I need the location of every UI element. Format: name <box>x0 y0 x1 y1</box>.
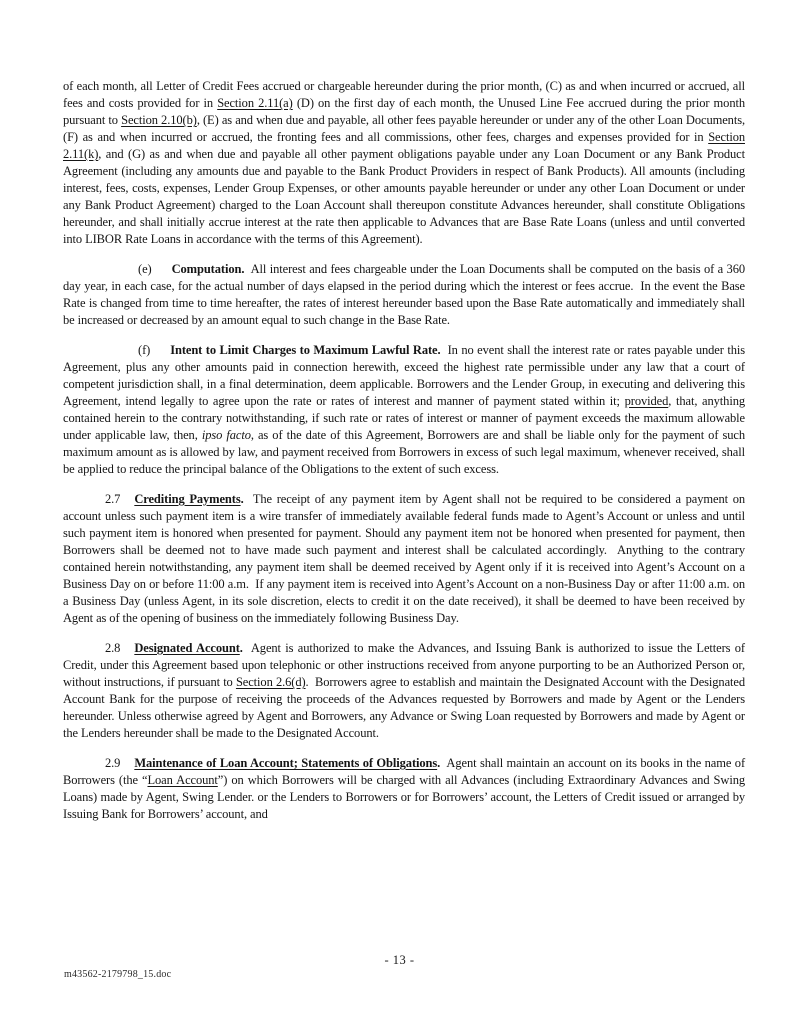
text-run: , (E) as and when due and payable, all other fees payable hereunder or under any of the other Loan Documents, (F) as and when incurred or accrued, the fronting fees and all commissions, other fees, charges and expenses provided for in <box>63 113 745 144</box>
section-2-8-designated-account <box>63 640 745 742</box>
text-run: Loan Account <box>147 773 218 787</box>
paragraph-e-computation <box>63 261 745 329</box>
document-filename: m43562-2179798_15.doc <box>64 969 172 980</box>
text-run: of each month, all Letter of Credit Fees accrued or chargeable hereunder during the prior month, (C) as and when incurred or accrued, all fees and costs provided for in <box>63 79 745 110</box>
text-run: The receipt of any payment item by Agent shall not be required to be considered a payment on account unless such payment item is a wire transfer of immediately available federal funds made to Agent’s Account or unless and until such payment item is honored when presented for payment. Should any payment item not be honored when presented for payment, then Borrowers shall be deemed not to have made such payment and interest shall be calculated accordingly. Anything to the contrary contained herein notwithstanding, any payment item shall be deemed received by Agent only if it is received into Agent’s Account on a Business Day on or before 11:00 a.m. If any payment item is received into Agent’s Account on a non-Business Day or after 11:00 a.m. on a Business Day (unless Agent, in its sole discretion, elects to credit it on the date received), it shall be deemed to have been received by Agent as of the opening of business on the immediately following Business Day. <box>63 492 745 625</box>
page-number: - 13 - <box>384 953 415 967</box>
text-run: 2.7 <box>105 492 121 506</box>
text-run: , that, anything contained herein to the contrary notwithstanding, if such rate or rates of interest or manner of payment exceeds the maximum allowable under applicable law, then, <box>63 394 746 442</box>
text-run: ipso facto <box>201 428 251 442</box>
paragraph-f-intent-to-limit <box>63 342 745 478</box>
text-run: In no event shall the interest rate or rates payable under this Agreement, plus any other amounts paid in connection herewith, exceed the highest rate permissible under any law that a court of competent jurisdiction shall, in a final determination, deem applicable. Borrowers and the Lender Group, in executing and delivering this Agreement, intend legally to agree upon the rate or rates of interest and manner of payment stated within it; <box>63 343 745 408</box>
paragraph-continuation <box>63 78 745 248</box>
text-run: Designated Account <box>134 641 240 655</box>
text-run: 2.8 <box>105 641 121 655</box>
text-run: Maintenance of Loan Account; Statements of Obligations <box>134 756 438 770</box>
section-2-7-crediting-payments <box>63 491 745 627</box>
text-run: Computation. <box>171 262 245 276</box>
text-run: Section 2.11(k) <box>63 130 745 161</box>
text-run: provided <box>624 394 669 408</box>
text-run: , as of the date of this Agreement, Borrowers are and shall be liable only for the payment of such maximum amount as is allowed by law, and payment received from Borrowers in excess of such legal maximum, whenever received, shall be applied to reduce the principal balance of the Obligations to the extent of such excess. <box>63 428 745 476</box>
text-run: 2.9 <box>105 756 121 770</box>
text-run: ”) on which Borrowers will be charged with all Advances (including Extraordinary Advances and Swing Loans) made by Agent, Swing Lender. or the Lenders to Borrowers or for Borrowers’ account, the Letters of Credit issued or arranged by Issuing Bank for Borrowers’ account, and <box>63 773 746 821</box>
text-run: Section 2.10(b) <box>121 113 197 127</box>
text-run: . <box>239 641 243 655</box>
text-run: Intent to Limit Charges to Maximum Lawful Rate. <box>170 343 441 357</box>
text-run: , and (G) as and when due and payable all other payment obligations payable under any Loan Document or any Bank Product Agreement (including any amounts due and payable to the Bank Product Providers in respect of Bank Products). All amounts (including interest, fees, costs, expenses, Lender Group Expenses, or other amounts payable hereunder or under any other Loan Document or under any Bank Product Agreement) charged to the Loan Account shall thereupon constitute Advances hereunder, shall constitute Obligations hereunder, and shall initially accrue interest at the rate then applicable to Advances that are Base Rate Loans (unless and until converted into LIBOR Rate Loans in accordance with the terms of this Agreement). <box>63 147 745 246</box>
text-run: (D) on the first day of each month, the Unused Line Fee accrued during the prior month pursuant to <box>63 96 746 127</box>
text-run: (f) <box>138 343 151 357</box>
text-run: . <box>240 492 244 506</box>
text-run: (e) <box>138 262 152 276</box>
text-run: All interest and fees chargeable under the Loan Documents shall be computed on the basis of a 360 day year, in each case, for the actual number of days elapsed in the period during which the interest or fees accrue. In the event the Base Rate is changed from time to time hereafter, the rates of interest hereunder based upon the Base Rate automatically and immediately shall be increased or decreased by an amount equal to such change in the Base Rate. <box>63 262 745 327</box>
text-run: Agent is authorized to make the Advances, and Issuing Bank is authorized to issue the Letters of Credit, under this Agreement based upon telephonic or other instructions received from anyone purporting to be an Authorized Person or, without instructions, if pursuant to <box>63 641 745 689</box>
document-body <box>63 78 745 823</box>
text-run: Crediting Payments <box>134 492 241 506</box>
text-run: . <box>437 756 441 770</box>
section-2-9-maintenance-loan-acct <box>63 755 745 823</box>
text-run: Section 2.11(a) <box>217 96 293 110</box>
text-run: Agent shall maintain an account on its books in the name of Borrowers (the “ <box>63 756 746 787</box>
text-run: . Borrowers agree to establish and maintain the Designated Account with the Designated Account Bank for the purpose of receiving the proceeds of the Advances requested by Borrowers and made by Agent or the Lenders hereunder. Unless otherwise agreed by Agent and Borrowers, any Advance or Swing Loan requested by Borrowers and made by Agent or the Lenders hereunder shall be made to the Designated Account. <box>63 675 746 740</box>
text-run: Section 2.6(d) <box>235 675 306 689</box>
